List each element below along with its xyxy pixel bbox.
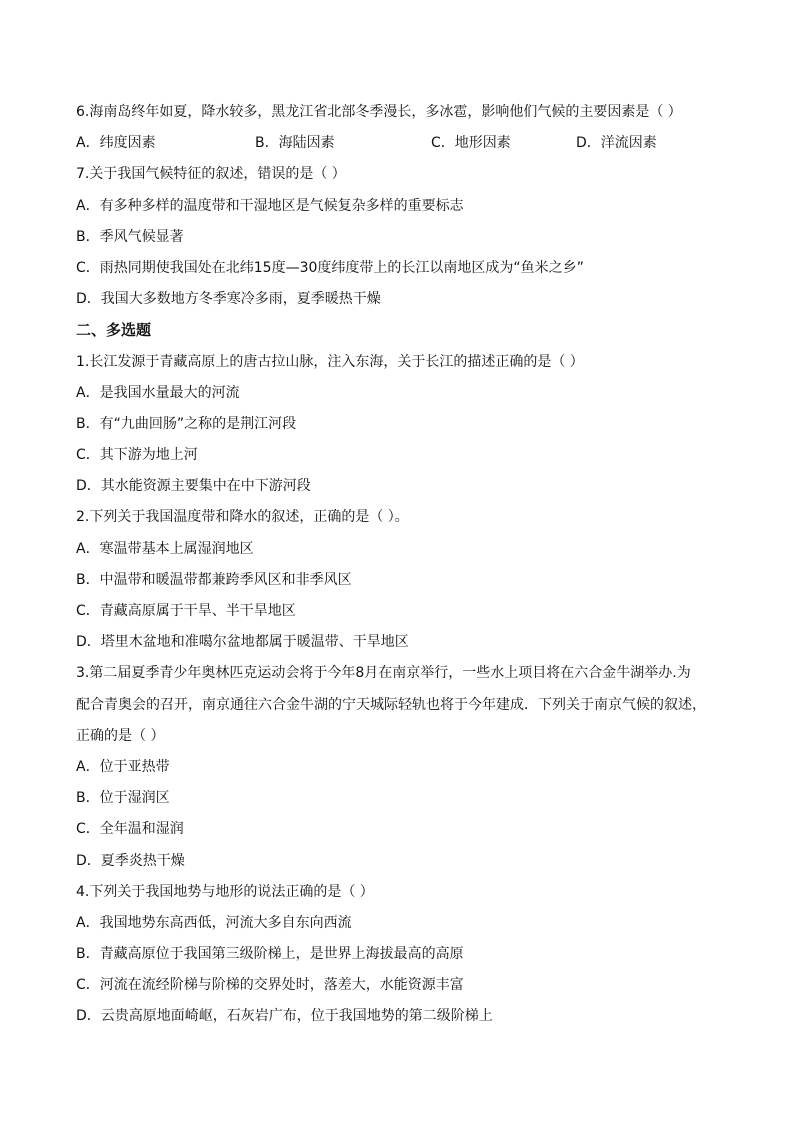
multi-question-3-option-d: D．夏季炎热干燥 [76, 852, 185, 869]
multi-question-1-stem: 1.长江发源于青藏高原上的唐古拉山脉，注入东海，关于长江的描述正确的是（ ） [76, 353, 584, 370]
multi-question-1-option-c: C．其下游为地上河 [76, 447, 198, 464]
multi-question-4-stem: 4.下列关于我国地势与地形的说法正确的是（ ） [76, 883, 374, 900]
question-7-option-d: D．我国大多数地方冬季寒冷多雨，夏季暖热干燥 [76, 291, 381, 308]
question-6-stem: 6.海南岛终年如夏，降水较多，黑龙江省北部冬季漫长，多冰雹，影响他们气候的主要因素是（ ） [76, 104, 682, 120]
document-page [76, 97, 756, 1033]
question-6-option-d: D．洋流因素 [576, 135, 657, 152]
multi-question-1-option-b: B．有“九曲回肠”之称的是荆江河段 [76, 415, 297, 432]
multi-question-4-option-b: B．青藏高原位于我国第三级阶梯上，是世界上海拔最高的高原 [76, 946, 464, 963]
multi-question-2-option-d: D．塔里木盆地和准噶尔盆地都属于暖温带、干旱地区 [76, 634, 409, 651]
question-7-option-a: A．有多种多样的温度带和干湿地区是气候复杂多样的重要标志 [76, 197, 464, 214]
multi-question-2-option-a: A．寒温带基本上属湿润地区 [76, 540, 254, 557]
multi-question-2-stem: 2.下列关于我国温度带和降水的叙述，正确的是（ ）。 [76, 509, 409, 526]
multi-question-4-option-d: D．云贵高原地面崎岖，石灰岩广布，位于我国地势的第二级阶梯上 [76, 1008, 493, 1025]
question-6-option-c: C．地形因素 [431, 135, 511, 152]
multi-question-3-stem-line-1: 3.第二届夏季青少年奥林匹克运动会将于今年8月在南京举行，一些水上项目将在六合金牛湖举办.为 [76, 665, 691, 682]
question-6-options [76, 128, 756, 159]
question-7-stem: 7.关于我国气候特征的叙述，错误的是（ ） [76, 166, 346, 183]
question-7-option-b: B．季风气候显著 [76, 228, 184, 245]
question-6-option-a: A．纬度因素 [76, 135, 156, 152]
multi-question-4-option-a: A．我国地势东高西低，河流大多自东向西流 [76, 914, 352, 931]
multi-question-4-option-c: C．河流在流经阶梯与阶梯的交界处时，落差大，水能资源丰富 [76, 977, 464, 994]
multi-question-1-option-d: D．其水能资源主要集中在中下游河段 [76, 478, 311, 495]
multi-question-3-stem-line-3: 正确的是（ ） [76, 727, 165, 744]
multi-question-3-option-b: B．位于湿润区 [76, 790, 170, 807]
section-title-multiple-choice: 二、多选题 [76, 321, 152, 340]
question-7-option-c: C．雨热同期使我国处在北纬15度—30度纬度带上的长江以南地区成为“鱼米之乡” [76, 259, 584, 276]
question-6-option-b: B．海陆因素 [255, 135, 335, 152]
multi-question-2-option-c: C．青藏高原属于干旱、半干旱地区 [76, 603, 296, 619]
multi-question-2-option-b: B．中温带和暖温带都兼跨季风区和非季风区 [76, 571, 352, 588]
multi-question-1-option-a: A．是我国水量最大的河流 [76, 384, 240, 401]
multi-question-3-stem-line-2: 配合青奥会的召开，南京通往六合金牛湖的宁天城际轻轨也将于今年建成．下列关于南京气候的叙述， [76, 696, 706, 713]
multi-question-3-option-c: C．全年温和湿润 [76, 821, 184, 838]
multi-question-3-option-a: A．位于亚热带 [76, 758, 170, 775]
